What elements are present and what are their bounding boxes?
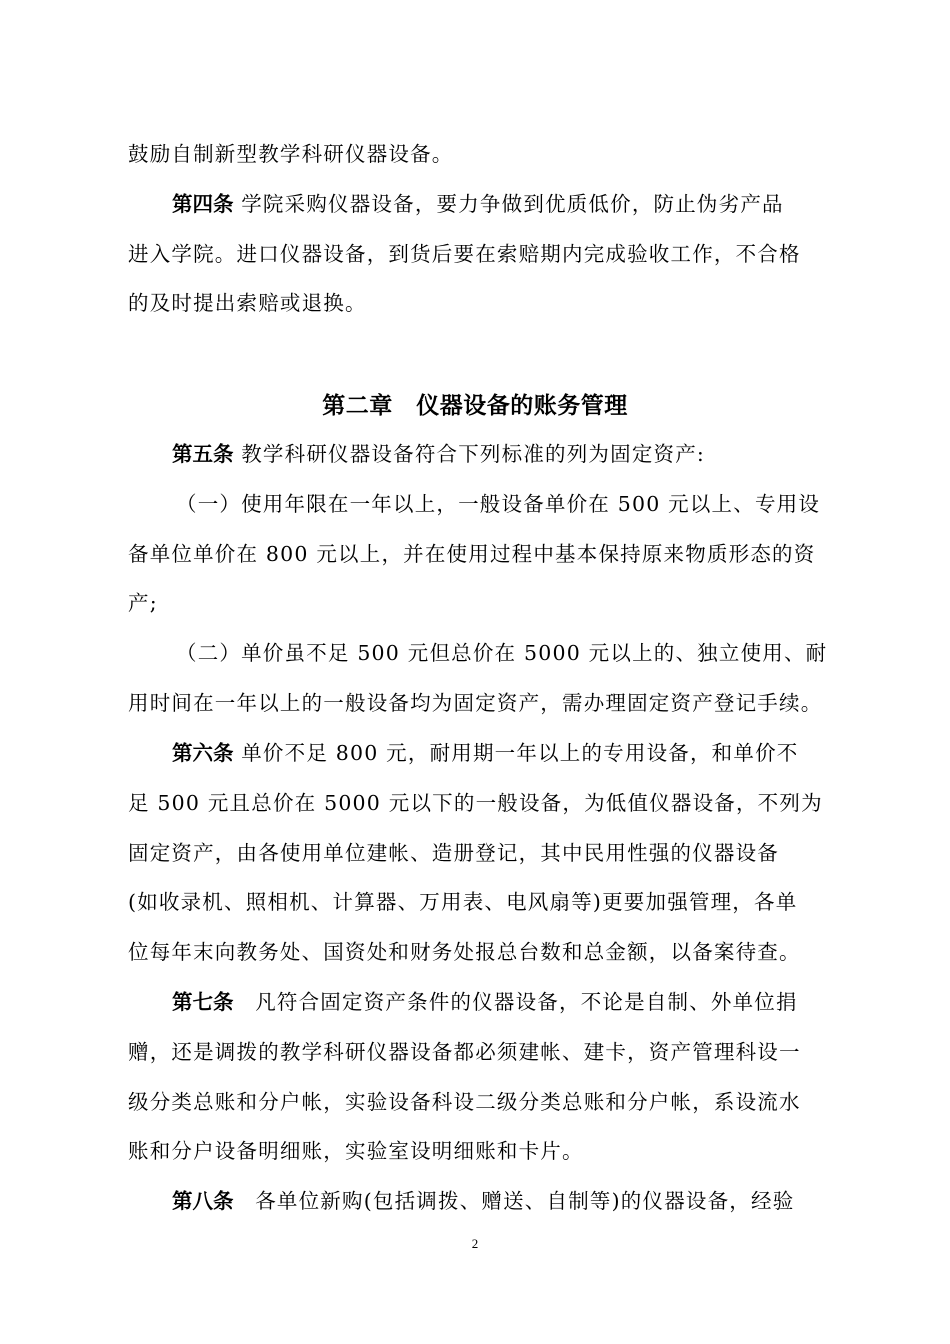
article-4-label: 第四条 (172, 192, 234, 216)
article-6-text: 单价不足 800 元，耐用期一年以上的专用设备，和单价不 (233, 741, 799, 765)
paragraph-line: 级分类总账和分户帐，实验设备科设二级分类总账和分户帐，系设流水 (128, 1090, 801, 1114)
page-number: 2 (471, 1236, 479, 1251)
paragraph-line: 用时间在一年以上的一般设备均为固定资产，需办理固定资产登记手续。 (128, 691, 823, 715)
paragraph-line: 备单位单价在 800 元以上，并在使用过程中基本保持原来物质形态的资 (128, 542, 816, 566)
chapter-heading: 第二章 仪器设备的账务管理 (322, 393, 628, 419)
article-8-text: 各单位新购(包括调拨、赠送、自制等)的仪器设备，经验 (233, 1189, 795, 1213)
paragraph-line: 产; (128, 591, 158, 615)
paragraph-line: 账和分户设备明细账，实验室设明细账和卡片。 (128, 1139, 584, 1163)
article-6-line (172, 739, 828, 767)
paragraph-line: 赠，还是调拨的教学科研仪器设备都必须建帐、建卡，资产管理科设一 (128, 1040, 801, 1064)
article-4-line (172, 190, 828, 218)
article-7-line (172, 988, 828, 1016)
article-5-line (172, 440, 828, 468)
article-7-label: 第七条 (172, 990, 234, 1014)
paragraph-line: 进入学院。进口仪器设备，到货后要在索赔期内完成验收工作，不合格 (128, 242, 801, 266)
clause-2-line: （二）单价虽不足 500 元但总价在 5000 元以上的、独立使用、耐 (176, 641, 828, 665)
paragraph-line: 鼓励自制新型教学科研仪器设备。 (128, 142, 454, 166)
paragraph-line: 位每年末向教务处、国资处和财务处报总台数和总金额，以备案待查。 (128, 940, 801, 964)
paragraph-line: (如收录机、照相机、计算器、万用表、电风扇等)更要加强管理，各单 (128, 890, 798, 914)
paragraph-line: 的及时提出索赔或退换。 (128, 291, 367, 315)
article-8-line (172, 1187, 828, 1215)
paragraph-line: 足 500 元且总价在 5000 元以下的一般设备，为低值仪器设备，不列为 (128, 791, 823, 815)
article-5-label: 第五条 (172, 442, 234, 466)
article-4-text: 学院采购仪器设备，要力争做到优质低价，防止伪劣产品 (233, 192, 784, 216)
article-7-text: 凡符合固定资产条件的仪器设备，不论是自制、外单位捐 (233, 990, 798, 1014)
paragraph-line: 固定资产，由各使用单位建帐、造册登记，其中民用性强的仪器设备 (128, 841, 779, 865)
article-8-label: 第八条 (172, 1189, 234, 1213)
article-5-text: 教学科研仪器设备符合下列标准的列为固定资产: (233, 442, 706, 466)
article-6-label: 第六条 (172, 741, 234, 765)
clause-1-line: （一）使用年限在一年以上，一般设备单价在 500 元以上、专用设 (176, 492, 821, 516)
